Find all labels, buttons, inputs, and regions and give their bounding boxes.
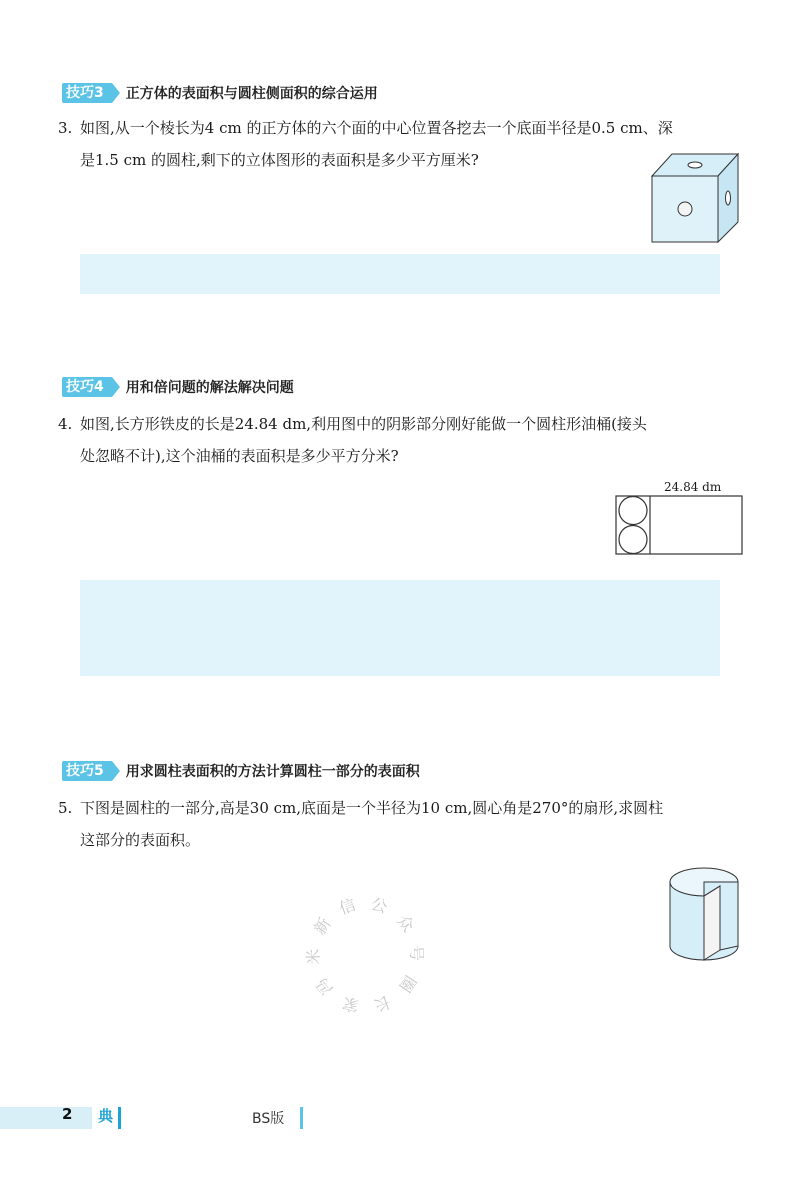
watermark-char: 公 (368, 894, 390, 917)
watermark-char: 长 (371, 991, 394, 1016)
logo-divider (118, 1107, 121, 1129)
rectangle-length-label: 24.84 dm (664, 480, 722, 494)
metal-sheet-figure (614, 494, 744, 556)
problem-number: 3. (58, 119, 73, 137)
problem-number: 4. (58, 415, 73, 433)
problem-text-line1: 下图是圆柱的一部分,高是30 cm,底面是一个半径为10 cm,圆心角是270°的扇形,求圆柱 (80, 799, 664, 817)
section-heading: 用和倍问题的解法解决问题 (125, 380, 294, 396)
problem-text-line2: 是1.5 cm 的圆柱,剩下的立体图形的表面积是多少平方厘米? (80, 151, 479, 169)
problem-text-line1: 如图,从一个棱长为4 cm 的正方体的六个面的中心位置各挖去一个底面半径是0.5 cm、深 (80, 119, 673, 137)
tip-tag: 技巧3 (62, 83, 112, 103)
watermark-char: 号 (406, 944, 427, 962)
watermark-char: 信 (336, 894, 359, 919)
edition-label: BS版 (252, 1111, 285, 1127)
cube-with-holes-figure (648, 150, 740, 246)
watermark-char: 冯 (311, 974, 337, 999)
problem-text-line1: 如图,长方形铁皮的长是24.84 dm,利用图中的阴影部分刚好能做一个圆柱形油桶(接头 (80, 415, 647, 433)
answer-area[interactable] (80, 254, 720, 294)
edition-divider (300, 1107, 303, 1129)
answer-area[interactable] (80, 580, 720, 676)
page-footer (0, 1101, 800, 1135)
watermark-char: 新 (309, 914, 335, 939)
publisher-logo: 典 (98, 1107, 114, 1125)
tip-tag: 技巧5 (62, 761, 112, 781)
watermark-stamp (290, 880, 440, 1030)
section-header-5 (62, 760, 420, 782)
problem-3 (58, 112, 748, 176)
watermark-char: 圈 (395, 971, 421, 996)
partial-cylinder-figure (664, 862, 744, 968)
section-header-4 (62, 376, 294, 398)
problem-text-line2: 这部分的表面积。 (80, 831, 201, 849)
problem-5 (58, 792, 748, 856)
section-header-3 (62, 82, 378, 104)
page-number: 2 (62, 1105, 73, 1123)
problem-text-line2: 处忽略不计),这个油桶的表面积是多少平方分米? (80, 447, 399, 465)
watermark-char: 米 (303, 948, 324, 966)
tip-tag: 技巧4 (62, 377, 112, 397)
page-number-bar (0, 1107, 92, 1129)
section-heading: 用求圆柱表面积的方法计算圆柱一部分的表面积 (125, 764, 420, 780)
problem-number: 5. (58, 799, 73, 817)
problem-4 (58, 408, 748, 472)
watermark-char: 众 (393, 911, 419, 936)
watermark-char: 家 (340, 993, 362, 1016)
section-heading: 正方体的表面积与圆柱侧面积的综合运用 (125, 86, 378, 102)
